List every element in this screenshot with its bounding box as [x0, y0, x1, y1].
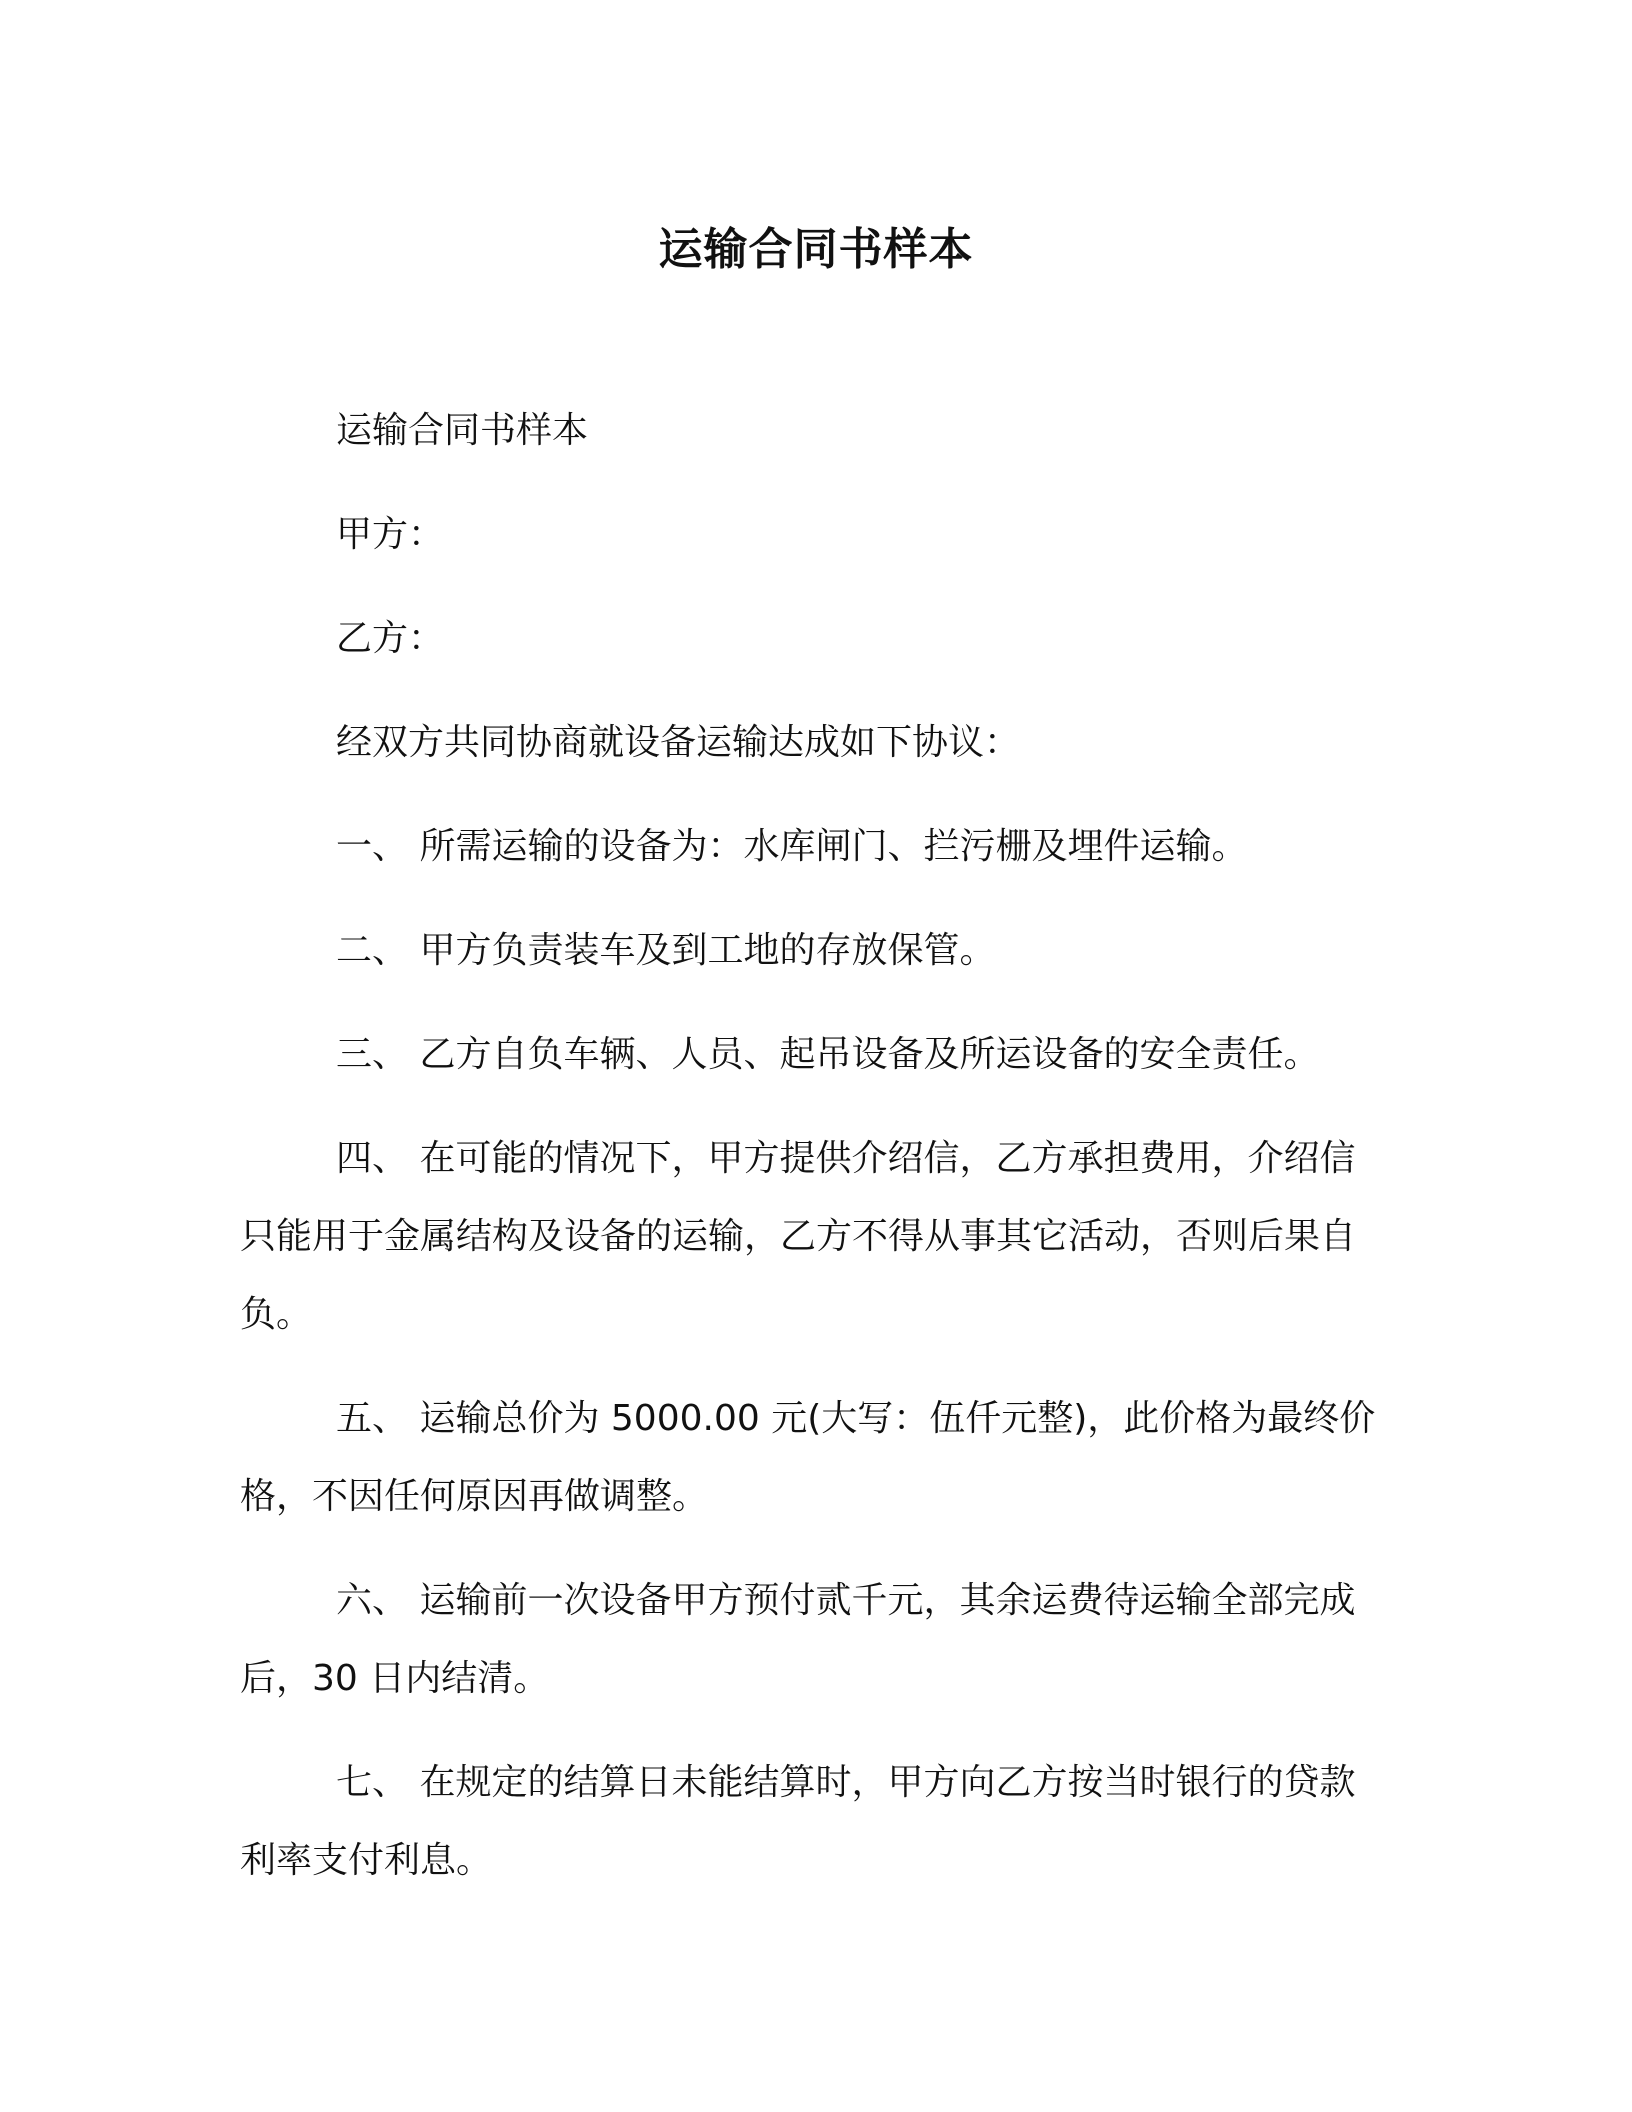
document-title: 运输合同书样本	[658, 224, 974, 275]
clause-5: 五、 运输总价为 5000.00 元(大写：伍仟元整)，此价格为最终价格，不因任何原因再做调整。	[240, 1398, 1376, 1517]
clause-2: 二、 甲方负责装车及到工地的存放保管。	[336, 930, 996, 971]
clause-6: 六、 运输前一次设备甲方预付贰千元，其余运费待运输全部完成后，30 日内结清。	[240, 1580, 1356, 1699]
document-body	[240, 392, 1380, 1926]
clause-4: 四、 在可能的情况下，甲方提供介绍信，乙方承担费用，介绍信只能用于金属结构及设备的运输，乙方不得从事其它活动，否则后果自负。	[240, 1138, 1357, 1335]
party-a-line: 甲方：	[336, 514, 445, 555]
agreement-intro: 经双方共同协商就设备运输达成如下协议：	[336, 722, 1021, 763]
subtitle-paragraph: 运输合同书样本	[336, 410, 589, 451]
party-b-line: 乙方：	[336, 618, 445, 659]
clause-7: 七、 在规定的结算日未能结算时，甲方向乙方按当时银行的贷款利率支付利息。	[240, 1762, 1356, 1881]
clause-3: 三、 乙方自负车辆、人员、起吊设备及所运设备的安全责任。	[336, 1034, 1320, 1075]
clause-1: 一、 所需运输的设备为：水库闸门、拦污栅及埋件运输。	[336, 826, 1248, 867]
